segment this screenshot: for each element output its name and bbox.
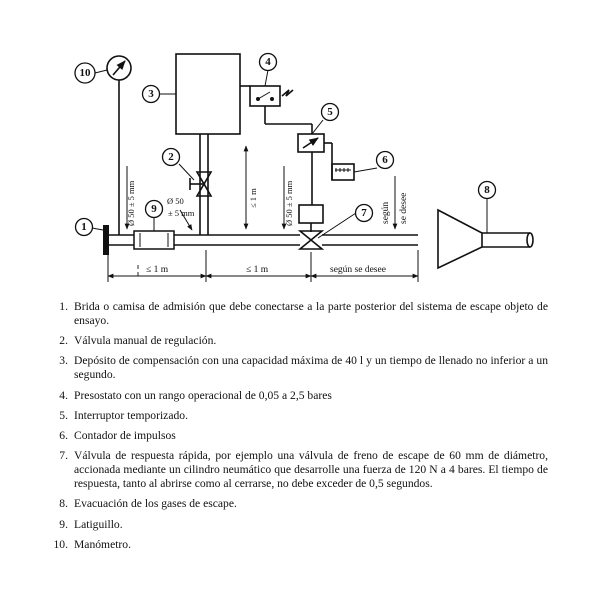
legend-text: Contador de impulsos (74, 428, 176, 442)
pulse-counter (332, 164, 354, 180)
legend-text: Depósito de compensación con una capacidad máxima de 40 l y un tiempo de llenado no inferior a un segundo. (74, 354, 548, 382)
svg-text:6: 6 (382, 154, 388, 166)
callout-5 (322, 104, 339, 121)
dim-valve-diameter-2: ± 5 mm (168, 208, 195, 218)
callout-2 (163, 149, 180, 166)
legend-number: 2. (59, 334, 68, 348)
legend-text: Interruptor temporizado. (74, 408, 188, 422)
legend-text: Latiguillo. (74, 517, 123, 531)
dim-bottom-segun: según se desee (330, 265, 386, 275)
svg-text:4: 4 (265, 56, 271, 68)
legend-number: 6. (59, 428, 68, 442)
callout-7 (356, 205, 373, 222)
svg-text:9: 9 (151, 203, 157, 215)
legend-number: 1. (59, 300, 68, 313)
legend-text: Válvula manual de regulación. (74, 334, 217, 348)
legend-item (36, 300, 548, 328)
legend-item (36, 354, 548, 382)
dim-max-1m-vertical: ≤ 1 m (248, 188, 258, 208)
legend-text: Brida o camisa de admisión que debe conectarse a la parte posterior del sistema de escape objeto de ensayo. (74, 300, 548, 327)
dim-pipe-diameter-right: Ø 50 ± 5 mm (284, 180, 294, 226)
dim-segun-vertical-2: se desee (399, 192, 409, 224)
legend-number: 5. (59, 408, 68, 422)
dim-bottom-1m-a: ≤ 1 m (146, 265, 169, 275)
legend-item (36, 429, 548, 443)
svg-text:1: 1 (81, 221, 87, 233)
pressure-switch (240, 86, 312, 134)
legend-number: 7. (59, 449, 68, 463)
component-legend (36, 300, 548, 558)
callout-1 (76, 219, 93, 236)
callout-8 (479, 182, 496, 199)
legend-text: Evacuación de los gases de escape. (74, 497, 237, 511)
quick-response-valve (299, 205, 323, 249)
legend-item (36, 334, 548, 348)
callout-6 (377, 152, 394, 169)
test-rig-diagram (0, 0, 600, 290)
legend-item (36, 389, 548, 403)
dim-segun-vertical-1: según (381, 201, 391, 224)
legend-item (36, 518, 548, 532)
callout-4 (260, 54, 277, 71)
legend-number: 9. (59, 517, 68, 531)
callout-9 (146, 201, 163, 218)
svg-text:5: 5 (327, 106, 333, 118)
exhaust-evacuation-funnel (438, 210, 533, 268)
legend-number: 8. (59, 497, 68, 511)
legend-item (36, 449, 548, 491)
svg-text:3: 3 (148, 88, 154, 100)
legend-number: 4. (59, 388, 68, 402)
svg-text:7: 7 (361, 207, 367, 219)
legend-text: Válvula de respuesta rápida, por ejemplo una válvula de freno de escape de 60 mm de diámetro, accionada mediante un cilindro neumático que desarrolle una fuerza de 120 N a 4 bares. El tiempo de respuesta, tanto al abrirse como al cerrarse, no debe exceder de 0,5 segundos. (74, 449, 548, 491)
svg-text:8: 8 (484, 184, 490, 196)
legend-item (36, 497, 548, 511)
dim-pipe-diameter-left: Ø 50 ± 5 mm (126, 180, 136, 226)
svg-text:2: 2 (168, 151, 174, 163)
legend-number: 10. (53, 537, 68, 551)
dim-bottom-1m-b: ≤ 1 m (246, 265, 269, 275)
callout-3 (143, 86, 160, 103)
timer-switch (298, 134, 332, 205)
legend-item (36, 538, 548, 552)
legend-number: 3. (59, 354, 68, 368)
dim-valve-diameter-1: Ø 50 (167, 196, 184, 206)
legend-text: Manómetro. (74, 537, 131, 551)
svg-text:10: 10 (79, 67, 91, 79)
legend-text: Presostato con un rango operacional de 0,05 a 2,5 bares (74, 388, 332, 402)
callout-10 (75, 63, 95, 83)
legend-item (36, 409, 548, 423)
